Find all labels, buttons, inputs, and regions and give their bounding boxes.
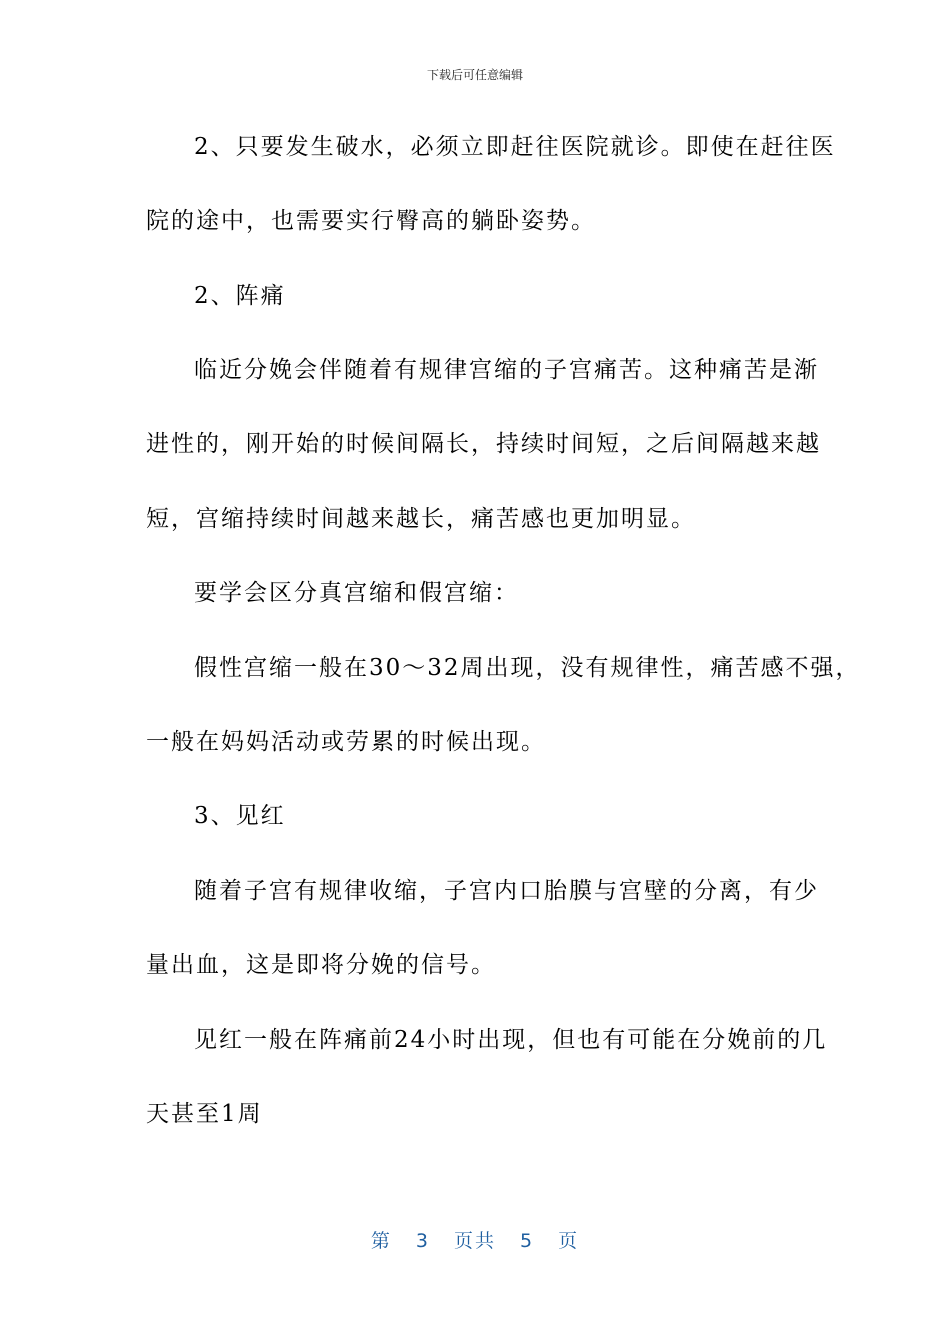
footer-suffix: 页 (558, 1230, 580, 1252)
paragraph-line: 院的途中，也需要实行臀高的躺卧姿势。 (146, 208, 596, 234)
paragraph-line: 一般在妈妈活动或劳累的时候出现。 (146, 729, 546, 755)
paragraph-line: 短，宫缩持续时间越来越长，痛苦感也更加明显。 (146, 506, 696, 532)
total-page-number: 5 (520, 1230, 535, 1252)
paragraph-line: 见红一般在阵痛前24小时出现，但也有可能在分娩前的几 (194, 1027, 828, 1053)
paragraph-line: 量出血，这是即将分娩的信号。 (146, 952, 496, 978)
paragraph-line: 进性的，刚开始的时候间隔长，持续时间短，之后间隔越来越 (146, 431, 821, 457)
paragraph-line: 临近分娩会伴随着有规律宫缩的子宫痛苦。这种痛苦是渐 (194, 357, 819, 383)
paragraph-line: 假性宫缩一般在30～32周出现，没有规律性，痛苦感不强， (194, 655, 861, 681)
header-note: 下载后可任意编辑 (426, 68, 523, 82)
paragraph-line: 随着子宫有规律收缩，子宫内口胎膜与宫壁的分离，有少 (194, 878, 819, 904)
current-page-number: 3 (415, 1230, 430, 1252)
paragraph-line: 2、只要发生破水，必须立即赶往医院就诊。即使在赶往医 (194, 134, 836, 160)
section-heading: 3、见红 (194, 803, 286, 829)
paragraph-line: 天甚至1周 (146, 1101, 263, 1127)
footer-middle: 页共 (453, 1230, 496, 1252)
section-heading: 2、阵痛 (194, 283, 286, 309)
paragraph-line: 要学会区分真宫缩和假宫缩： (194, 580, 519, 606)
footer-prefix: 第 (370, 1230, 392, 1252)
page-footer (0, 1226, 950, 1253)
